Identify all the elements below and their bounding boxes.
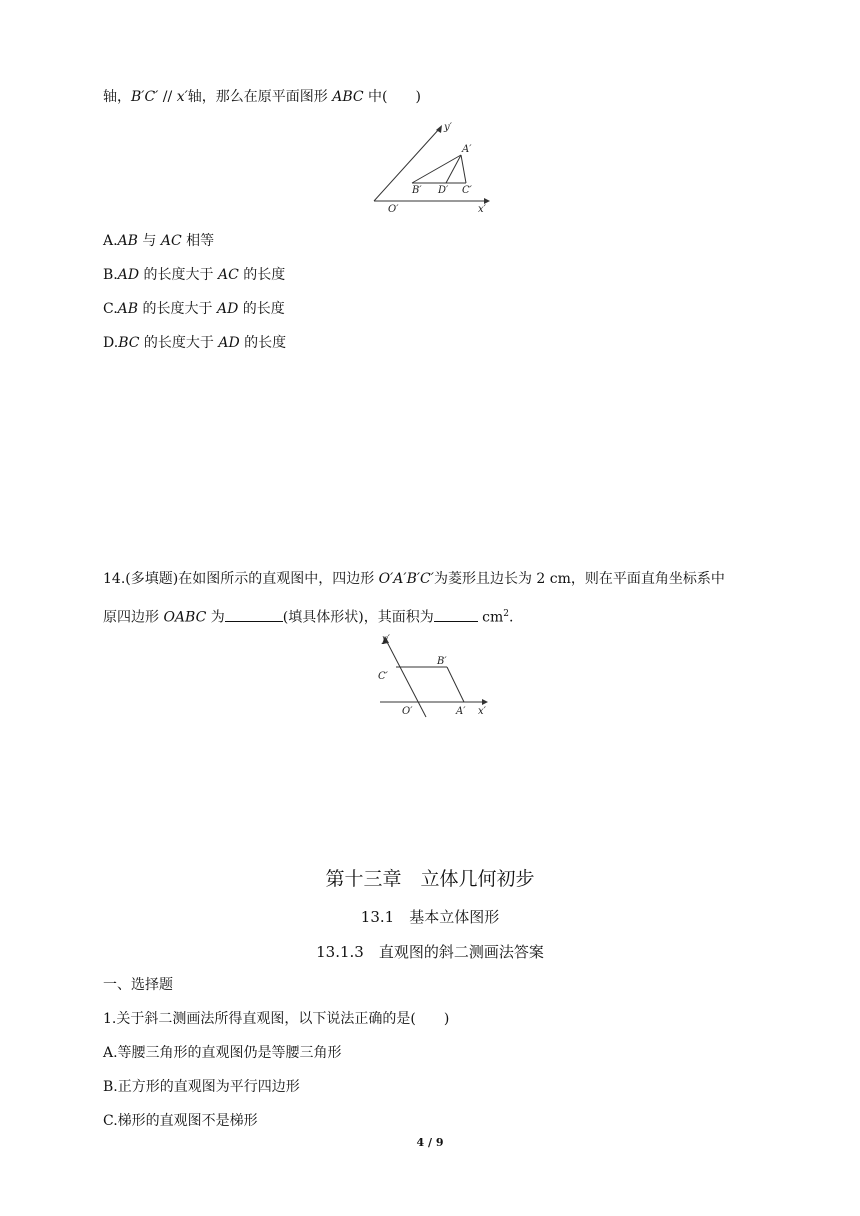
answer-blank-shape[interactable] xyxy=(225,607,283,622)
label-b: B′ xyxy=(437,656,447,667)
q14-text-c: 为菱形且边长为 2 cm，则在平面直角坐标系中 xyxy=(433,571,725,587)
q13-option-c xyxy=(103,299,285,319)
q13-option-a xyxy=(103,231,214,251)
label-c: C′ xyxy=(378,671,388,682)
y-axis xyxy=(374,128,440,201)
q13-stem xyxy=(103,87,421,107)
option-seg1: AB xyxy=(117,233,138,249)
option-seg2: AC xyxy=(160,233,182,249)
label-y: y′ xyxy=(382,634,390,645)
option-text1: 的长度大于 xyxy=(138,301,217,317)
answer-q1-option-b: B.正方形的直观图为平行四边形 xyxy=(103,1079,300,1095)
option-prefix: D. xyxy=(103,335,119,351)
segment-ac xyxy=(461,155,466,183)
q14-text-d: 原四边形 xyxy=(103,609,164,626)
q14-stem-line1 xyxy=(103,569,725,589)
answer-q1-option-a: A.等腰三角形的直观图仍是等腰三角形 xyxy=(103,1045,342,1061)
q14-text-i: . xyxy=(509,609,514,626)
q14-text-f: 为 xyxy=(206,609,225,626)
q14-text-b: O′A′B′C′ xyxy=(378,571,434,587)
q14-text-a: 14.(多填题)在如图所示的直观图中，四边形 xyxy=(103,571,379,587)
answer-blank-area[interactable] xyxy=(434,607,478,622)
option-text2: 的长度 xyxy=(238,267,286,283)
q14-text-g: (填具体形状)，其面积为 xyxy=(282,609,434,626)
option-prefix: B. xyxy=(103,267,118,283)
option-text2: 相等 xyxy=(181,233,215,249)
q14-stem-line2 xyxy=(103,604,513,628)
subsection-title: 13.1.3 直观图的斜二测画法答案 xyxy=(316,943,544,961)
q14-unit-sup: 2 xyxy=(503,609,510,619)
answer-q1-option-c: C.梯形的直观图不是梯形 xyxy=(103,1113,258,1129)
label-x: x′ xyxy=(478,204,486,215)
q13-figure xyxy=(360,118,500,218)
q13-stem-c: // xyxy=(158,89,177,105)
part-heading: 一、选择题 xyxy=(103,977,173,993)
option-text2: 的长度 xyxy=(239,335,287,351)
q13-stem-d: x′ xyxy=(176,89,188,105)
label-a: A′ xyxy=(456,706,466,717)
label-a: A′ xyxy=(462,144,472,155)
q14-text-h: cm xyxy=(477,609,504,626)
q14-figure xyxy=(360,630,500,720)
option-seg1: AD xyxy=(117,267,140,283)
answer-q1-stem: 1.关于斜二测画法所得直观图，以下说法正确的是( ) xyxy=(103,1011,450,1027)
label-o: O′ xyxy=(402,706,413,717)
page-number: 4 / 9 xyxy=(416,1136,444,1149)
label-y: y′ xyxy=(444,122,452,133)
option-text1: 与 xyxy=(137,233,161,249)
q14-text-e: OABC xyxy=(163,609,207,626)
q13-stem-a: 轴， xyxy=(103,89,131,105)
option-seg2: AC xyxy=(218,267,239,283)
q13-stem-e: 轴，那么在原平面图形 xyxy=(187,89,333,105)
x-arrow-icon xyxy=(482,699,488,705)
label-x: x′ xyxy=(478,706,486,717)
q13-stem-g: 中( ) xyxy=(363,89,421,105)
q13-option-b xyxy=(103,265,285,285)
option-text1: 的长度大于 xyxy=(139,335,219,351)
segment-ba xyxy=(447,667,464,702)
q13-stem-b: B′C′ xyxy=(131,89,159,105)
option-seg1: BC xyxy=(118,335,140,351)
option-prefix: C. xyxy=(103,301,118,317)
label-b: B′ xyxy=(412,185,422,196)
option-seg2: AD xyxy=(218,335,240,351)
chapter-title: 第十三章 立体几何初步 xyxy=(325,868,535,890)
option-text1: 的长度大于 xyxy=(139,267,218,283)
q13-stem-f: ABC xyxy=(332,89,364,105)
label-d: D′ xyxy=(438,185,449,196)
label-c: C′ xyxy=(462,185,472,196)
option-seg2: AD xyxy=(216,301,239,317)
section-title: 13.1 基本立体图形 xyxy=(360,908,500,926)
option-prefix: A. xyxy=(103,233,118,249)
option-text2: 的长度 xyxy=(238,301,285,317)
q13-option-d xyxy=(103,333,286,353)
option-seg1: AB xyxy=(117,301,139,317)
label-o: O′ xyxy=(388,204,399,215)
